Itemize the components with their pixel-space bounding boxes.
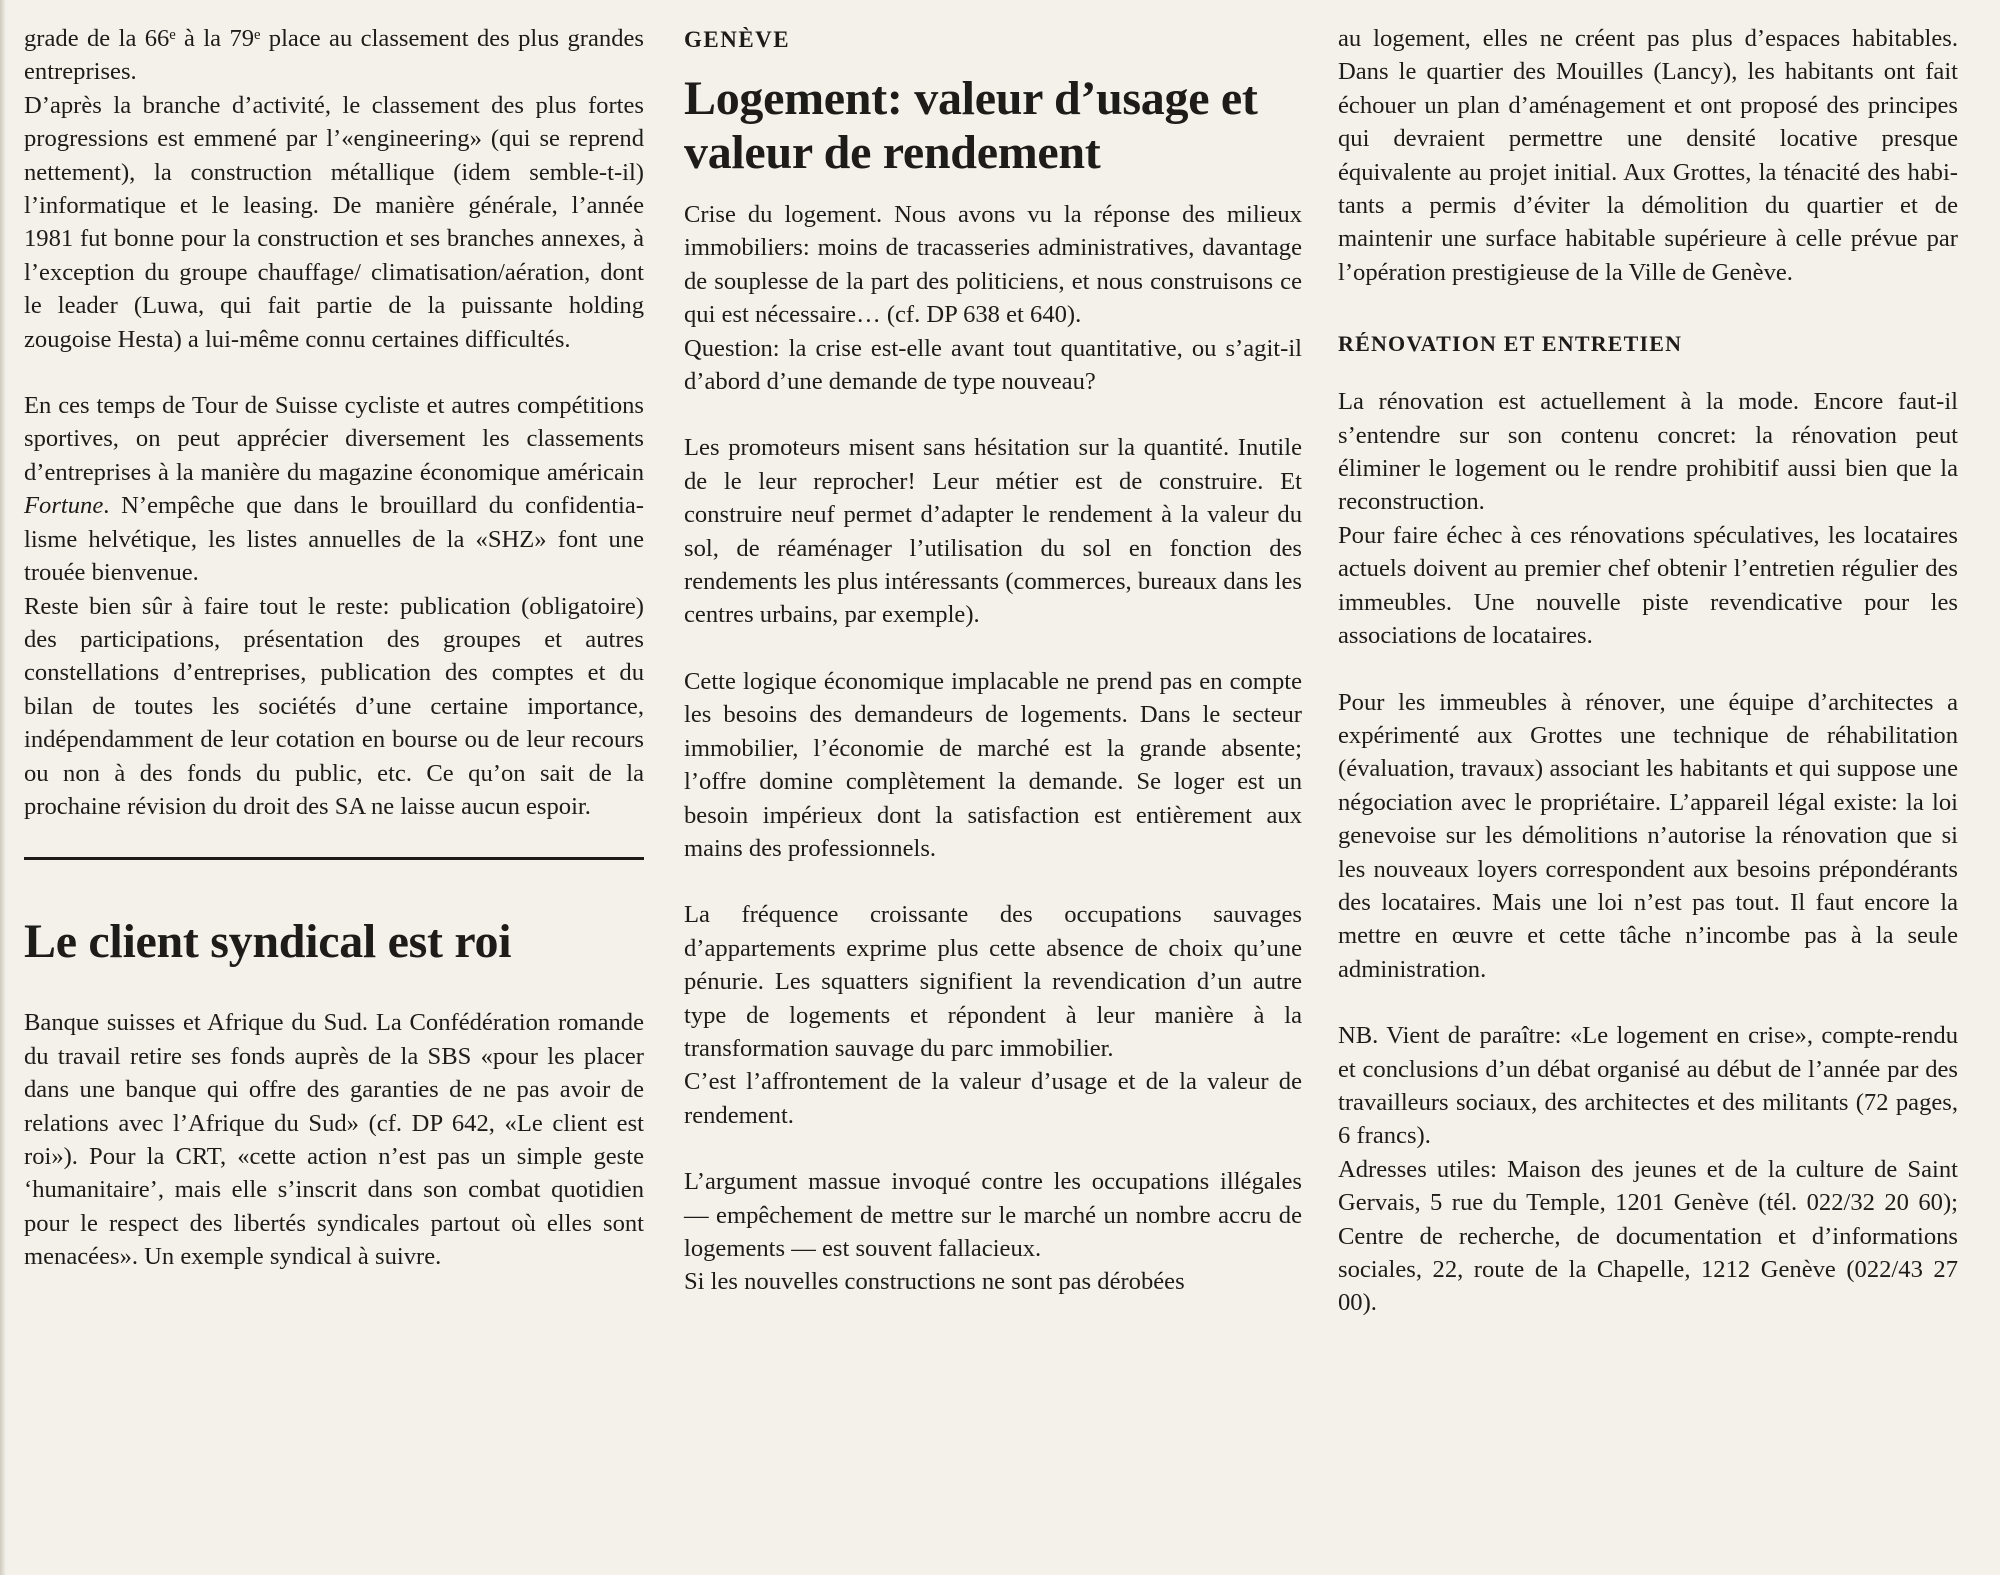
col1-paragraph-4: Reste bien sûr à faire tout le reste: publication (obligatoire) des participations, présentation des groupes et autres constellations d’entreprises, publication des comptes et du bilan de toutes les sociétés d’une certaine importance, indépendamment de leur cotation en bourse ou de leur recours ou non à des fonds du public, etc. Ce qu’on sait de la prochaine révision du droit des SA ne laisse aucun espoir. bbox=[24, 592, 644, 820]
col2-paragraph-3: Les promoteurs misent sans hésitation sur la quantité. Inutile de le leur reprocher! Leur métier est de construire. Et construire neuf permet d’adapter le rendement à la valeur du sol, de réaménager l’utilisation du sol en fonction des rendements les plus intéressants (commerces, bureaux dans les centres urbains, par exemple). bbox=[684, 434, 1302, 629]
article-headline-client-syndical: Le client syndical est roi bbox=[24, 915, 512, 969]
article-headline-logement: Logement: valeur d’usage et valeur de rendement bbox=[684, 72, 1258, 179]
col2-paragraph-1: Crise du logement. Nous avons vu la réponse des milieux immobiliers: moins de tracasseries administratives, davantage de souplesse de la part des politiciens, et nous construisons ce qui est nécessaire… (cf. DP 638 et 640). bbox=[684, 201, 1302, 329]
col1-paragraph-3 bbox=[24, 389, 644, 589]
col2-paragraph-7: L’argument massue invoqué contre les occupations illégales — empêchement de mettre sur le marché un nombre accru de logements — est souvent fallacieux. bbox=[684, 1168, 1302, 1262]
col2-paragraph-2: Question: la crise est-elle avant tout quantitative, ou s’agit-il d’abord d’une demande de type nouveau? bbox=[684, 334, 1302, 396]
col3-paragraph-6: Adresses utiles: Maison des jeunes et de la culture de Saint Gervais, 5 rue du Temple, 1201 Genève (tél. 022/32 20 60); Centre de recherche, de documentation et d’informations sociales, 22, route de la Chapelle, 1212 Genève (022/43 27 00). bbox=[1338, 1155, 1958, 1317]
col1-paragraph-3-start: En ces temps de Tour de Suisse cycliste et autres compétitions sportives, on peut apprécier diversement les classements d’entreprises à la manière du magazine économique américain bbox=[24, 392, 644, 486]
col3-paragraph-2: La rénovation est actuellement à la mode. Encore faut-il s’entendre sur son contenu concret: la rénovation peut éliminer le logement ou le rendre prohibitif aussi bien que la reconstruction. bbox=[1338, 388, 1958, 516]
subheading-renovation: RÉNOVATION ET ENTRETIEN bbox=[1338, 331, 1683, 357]
col3-paragraph-5: NB. Vient de paraître: «Le logement en crise», compte-rendu et conclusions d’un débat organisé au début de l’année par des travailleurs sociaux, des architectes et des militants (72 pages, 6 francs). bbox=[1338, 1022, 1958, 1150]
col1-paragraph-1: grade de la 66ᵉ à la 79ᵉ place au classement des plus grandes entreprises. bbox=[24, 25, 644, 86]
col2-paragraph-6: C’est l’affrontement de la valeur d’usage et de la valeur de rendement. bbox=[684, 1068, 1302, 1129]
col1-paragraph-3-end: . N’empêche que dans le brouillard du confidentialisme helvétique, les listes annuelles de la «SHZ» font une trouée bienvenue. bbox=[24, 492, 644, 587]
col2-paragraph-8: Si les nouvelles constructions ne sont pas dérobées bbox=[684, 1268, 1185, 1296]
article-kicker: GENÈVE bbox=[684, 27, 791, 52]
col3-paragraph-4: Pour les immeubles à rénover, une équipe d’architectes a expérimenté aux Grottes une technique de réhabilitation (évaluation, travaux) associant les habitants et qui suppose une négociation avec le propriétaire. L’appareil légal existe: la loi genevoise sur les démolitions n’autorise la rénovation que si les nouveaux loyers correspondent aux besoins prépondérants des locataires. Mais une loi n’est pas tout. Il faut encore la mettre en œuvre et cette tâche n’incombe pas à la seule administration. bbox=[1338, 688, 1958, 983]
page-edge-shadow bbox=[0, 0, 6, 1575]
column-left bbox=[24, 22, 644, 1274]
col3-paragraph-3: Pour faire échec à ces rénovations spéculatives, les locataires actuels doivent au premier chef obtenir l’entretien régulier des immeubles. Une nouvelle piste revendicative pour les associations de locataires. bbox=[1338, 521, 1958, 650]
col2-paragraph-4: Cette logique économique implacable ne prend pas en compte les besoins des demandeurs de logements. Dans le secteur immobilier, l’économie de marché est la grande absente; l’offre domine complètement la demande. Se loger est un besoin impérieux dont la satisfaction est entièrement aux mains des professionnels. bbox=[684, 667, 1302, 862]
column-middle bbox=[684, 22, 1302, 1299]
col3-paragraph-1: au logement, elles ne créent pas plus d’espaces habitables. Dans le quartier des Mouilles (Lancy), les habitants ont fait échouer un plan d’aménagement et ont proposé des principes qui devraient permettre une densité locative presque équivalente au projet initial. Aux Grottes, la ténacité des habitants a permis d’éviter la démolition du quartier et de maintenir une surface habitable supérieure à celle prévue par l’opération prestigieuse de la Ville de Genève. bbox=[1338, 25, 1958, 286]
col1-paragraph-2: D’après la branche d’activité, le classement des plus fortes progressions est emmené par l’«engineering» (qui se reprend nettement), la construction métallique (idem semble-t-il) l’informatique et le leasing. De manière générale, l’année 1981 fut bonne pour la construction et ses branches annexes, à l’exception du groupe chauffage/ climatisation/aération, dont le leader (Luwa, qui fait partie de la puissante holding zougoise Hesta) a lui-même connu certaines difficultés. bbox=[24, 91, 644, 353]
section-divider bbox=[24, 857, 644, 860]
col1-paragraph-5: Banque suisses et Afrique du Sud. La Confédération romande du travail retire ses fonds auprès de la SBS «pour les placer dans une banque qui offre des garanties de ne pas avoir de relations avec l’Afrique du Sud» (cf. DP 642, «Le client est roi»). Pour la CRT, «cette action n’est pas un simple geste ‘humanitaire’, mais elle s’inscrit dans son combat quotidien pour le respect des libertés syndicales partout où elles sont menacées». Un exemple syndical à suivre. bbox=[24, 1009, 644, 1271]
col2-paragraph-5: La fréquence croissante des occupations sauvages d’appartements exprime plus cette absence de choix qu’une pénurie. Les squatters signifient la revendication d’un autre type de logements et répondent à leur manière à la transformation sauvage du parc immobilier. bbox=[684, 901, 1302, 1062]
fortune-magazine-title: Fortune bbox=[24, 492, 104, 520]
column-right bbox=[1338, 22, 1958, 1320]
